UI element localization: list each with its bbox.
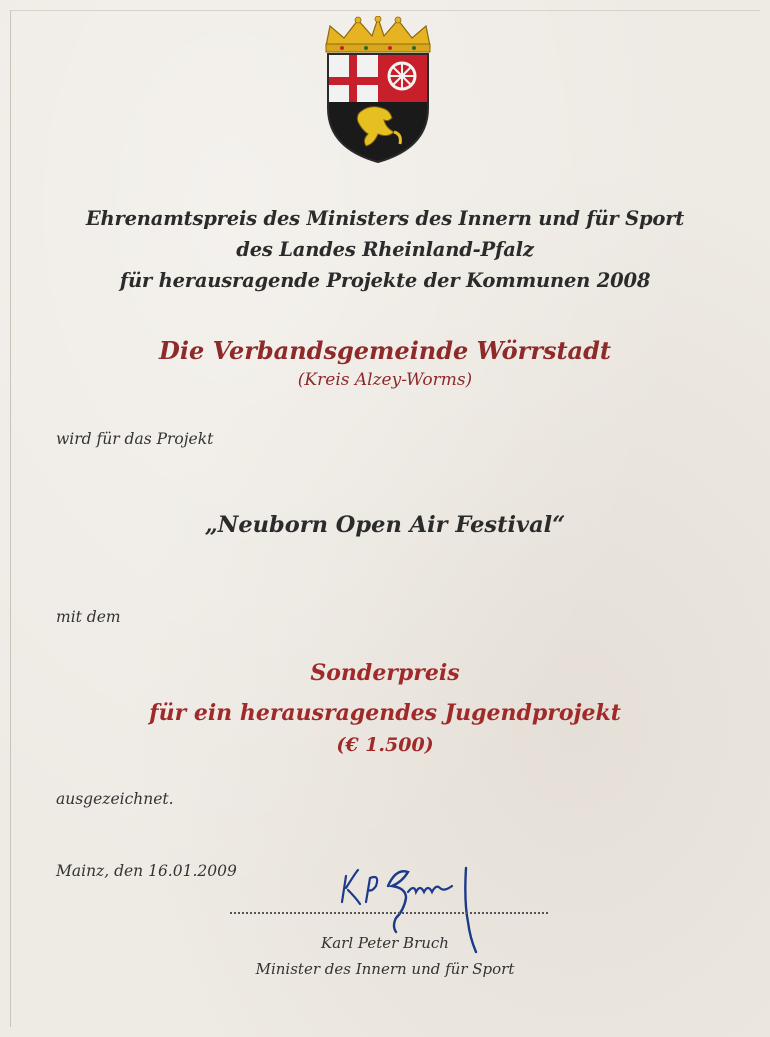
wheel-icon xyxy=(389,63,415,89)
prize-title: Sonderpreis xyxy=(310,660,460,686)
with-text: mit dem xyxy=(56,608,121,626)
prize-amount: (€ 1.500) xyxy=(336,734,434,756)
coat-of-arms-icon xyxy=(318,16,438,164)
signature-line xyxy=(230,912,548,914)
closing-text: ausgezeichnet. xyxy=(56,790,174,808)
header-line-3: für herausragende Projekte der Kommunen 2008 xyxy=(119,269,651,292)
header-line-2: des Landes Rheinland-Pfalz xyxy=(236,238,534,261)
certificate-header xyxy=(0,203,770,296)
prize-category: für ein herausragendes Jugendprojekt xyxy=(149,700,621,726)
signer-name: Karl Peter Bruch xyxy=(321,934,449,952)
header-line-1: Ehrenamtspreis des Ministers des Innern und für Sport xyxy=(85,207,685,230)
awardee-name: Die Verbandsgemeinde Wörrstadt xyxy=(159,336,611,365)
crown-icon xyxy=(326,16,430,52)
signer-role: Minister des Innern und für Sport xyxy=(255,960,515,978)
place-date: Mainz, den 16.01.2009 xyxy=(56,862,237,880)
intro-text: wird für das Projekt xyxy=(56,430,214,448)
project-title: „Neuborn Open Air Festival“ xyxy=(204,512,566,538)
awardee-district: (Kreis Alzey-Worms) xyxy=(297,370,473,390)
signature-text: Kl. P. Bruch xyxy=(336,862,342,863)
